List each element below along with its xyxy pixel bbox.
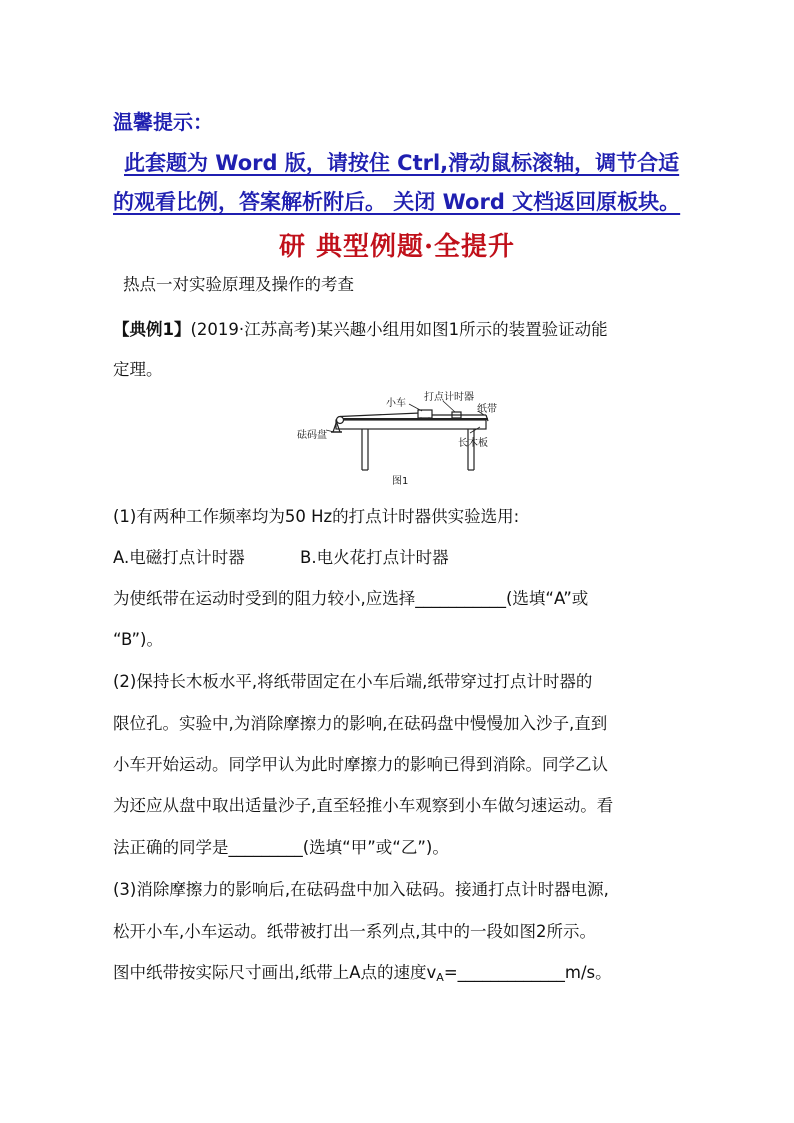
example-intro-line-1 xyxy=(113,316,608,340)
label-timer: 打点计时器 xyxy=(424,392,474,403)
label-long-board: 长木板 xyxy=(458,438,488,449)
q3-line-2: 松开小车,小车运动。纸带被打出一系列点,其中的一段如图2所示。 xyxy=(113,922,596,941)
q3-line-3-pre: 图中纸带按实际尺寸画出,纸带上A点的速度v xyxy=(113,963,437,982)
pulley xyxy=(337,417,344,424)
q1-line-3: 为使纸带在运动时受到的阻力较小,应选择___________(选填“A”或 xyxy=(113,589,589,608)
cart xyxy=(418,410,432,418)
example-label-close: 】 xyxy=(173,320,191,339)
tip-title: 温馨提示： xyxy=(113,110,213,134)
tip-line-2: 的观看比例，答案解析附后。 关闭 Word 文档返回原板块。 xyxy=(113,190,681,214)
q2-line-4: 为还应从盘中取出适量沙子,直至轻推小车观察到小车做匀速运动。看 xyxy=(113,796,614,815)
q1-line-1: (1)有两种工作频率均为50 Hz的打点计时器供实验选用: xyxy=(113,507,520,526)
q2-line-5: 法正确的同学是_________(选填“甲”或“乙”)。 xyxy=(113,838,449,857)
label-car: 小车 xyxy=(386,398,406,409)
figure-caption: 图1 xyxy=(392,476,409,487)
q2-line-2: 限位孔。实验中,为消除摩擦力的影响,在砝码盘中慢慢加入沙子,直到 xyxy=(113,714,608,733)
q3-subscript: A xyxy=(436,971,444,984)
q1-option-a: A.电磁打点计时器 xyxy=(113,548,245,567)
table-top xyxy=(336,420,486,429)
hotspot-heading: 热点一对实验原理及操作的考查 xyxy=(123,275,354,294)
q3-line-3 xyxy=(113,959,612,984)
label-paper-tape: 纸带 xyxy=(477,404,497,415)
example-label: 典例1 xyxy=(129,320,174,339)
example-label-open: 【 xyxy=(113,320,130,339)
timer xyxy=(452,412,461,418)
example-intro-line-2: 定理。 xyxy=(113,360,163,379)
label-weight-tray: 砝码盘 xyxy=(297,430,327,441)
tip-line-1: 此套题为 Word 版，请按住 Ctrl,滑动鼠标滚轴，调节合适 xyxy=(124,151,680,175)
q3-line-1: (3)消除摩擦力的影响后,在砝码盘中加入砝码。接通打点计时器电源, xyxy=(113,880,609,899)
q1-line-4: “B”)。 xyxy=(113,630,163,649)
example-intro-text: (2019·江苏高考)某兴趣小组用如图1所示的装置验证动能 xyxy=(190,320,608,339)
q1-option-b: B.电火花打点计时器 xyxy=(300,548,449,567)
q3-line-3-post: =_____________m/s。 xyxy=(443,963,612,982)
section-title: 研 典型例题·全提升 xyxy=(278,232,516,262)
string xyxy=(340,413,420,417)
q2-line-1: (2)保持长木板水平,将纸带固定在小车后端,纸带穿过打点计时器的 xyxy=(113,672,593,691)
tray-string-left xyxy=(333,422,337,432)
q2-line-3: 小车开始运动。同学甲认为此时摩擦力的影响已得到消除。同学乙认 xyxy=(113,755,608,774)
